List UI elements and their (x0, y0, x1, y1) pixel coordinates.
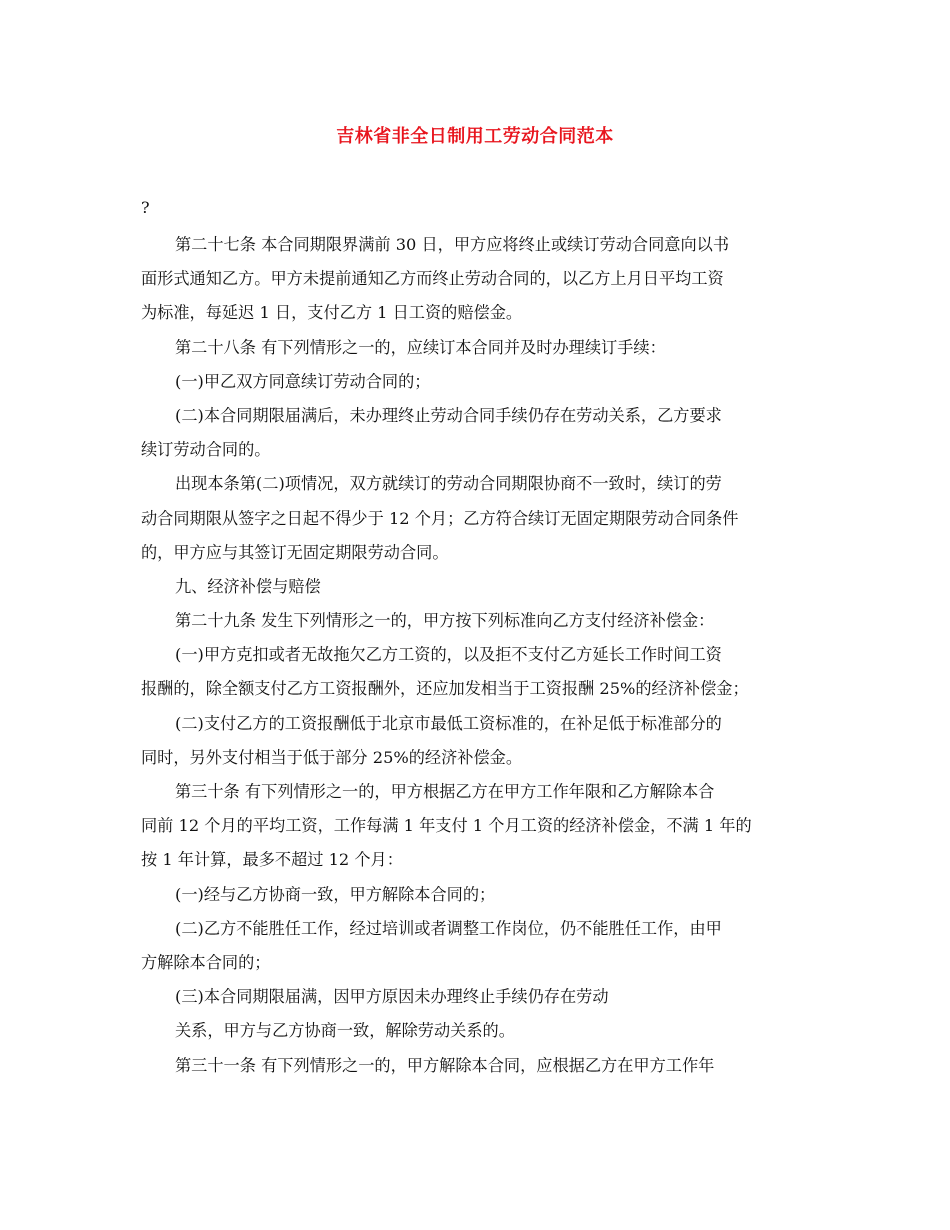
text-line: (一)经与乙方协商一致，甲方解除本合同的； (175, 884, 496, 904)
text-line: 第二十七条 本合同期限界满前 30 日，甲方应将终止或续订劳动合同意向以书 (175, 235, 730, 254)
text-line: 第三十条 有下列情形之一的，甲方根据乙方在甲方工作年限和乙方解除本合 (175, 782, 715, 801)
text-line: 第二十九条 发生下列情形之一的，甲方按下列标准向乙方支付经济补偿金： (175, 611, 715, 631)
text-line: (一)甲乙双方同意续订劳动合同的； (175, 371, 431, 391)
text-line: 为标准，每延迟 1 日，支付乙方 1 日工资的赔偿金。 (141, 303, 523, 323)
text-line: 出现本条第(二)项情况，双方就续订的劳动合同期限协商不一致时，续订的劳 (175, 474, 722, 494)
text-line: (三)本合同期限届满，因甲方原因未办理终止手续仍存在劳动 (175, 987, 609, 1007)
text-line: (二)乙方不能胜任工作，经过培训或者调整工作岗位，仍不能胜任工作，由甲 (175, 918, 722, 938)
text-line: 同前 12 个月的平均工资，工作每满 1 年支付 1 个月工资的经济补偿金，不满 1 年的 (141, 816, 752, 836)
section-heading: 九、经济补偿与赔偿 (175, 576, 321, 596)
document-title: 吉林省非全日制用工劳动合同范本 (336, 126, 614, 147)
text-line: (一)甲方克扣或者无故拖欠乙方工资的，以及拒不支付乙方延长工作时间工资 (175, 645, 722, 665)
text-line: 方解除本合同的； (141, 952, 271, 972)
text-line: 的，甲方应与其签订无固定期限劳动合同。 (141, 542, 449, 562)
text-line: 同时，另外支付相当于低于部分 25%的经济补偿金。 (141, 747, 523, 767)
text-line: 关系，甲方与乙方协商一致，解除劳动关系的。 (175, 1021, 515, 1041)
text-line: (二)支付乙方的工资报酬低于北京市最低工资标准的，在补足低于标准部分的 (175, 713, 722, 733)
text-line: 按 1 年计算，最多不超过 12 个月： (141, 850, 403, 870)
text-line: 面形式通知乙方。甲方未提前通知乙方而终止劳动合同的，以乙方上月日平均工资 (141, 269, 724, 289)
text-line: 第三十一条 有下列情形之一的，甲方解除本合同，应根据乙方在甲方工作年 (175, 1055, 715, 1075)
text-line: (二)本合同期限届满后，未办理终止劳动合同手续仍存在劳动关系，乙方要求 (175, 405, 722, 425)
question-marker: ? (141, 198, 150, 217)
text-line: 续订劳动合同的。 (141, 440, 271, 460)
text-line: 第二十八条 有下列情形之一的，应续订本合同并及时办理续订手续： (175, 337, 666, 357)
text-line: 动合同期限从签字之日起不得少于 12 个月；乙方符合续订无固定期限劳动合同条件 (141, 508, 739, 528)
text-line: 报酬的，除全额支付乙方工资报酬外，还应加发相当于工资报酬 25%的经济补偿金； (141, 679, 749, 699)
document-body (141, 228, 811, 1083)
